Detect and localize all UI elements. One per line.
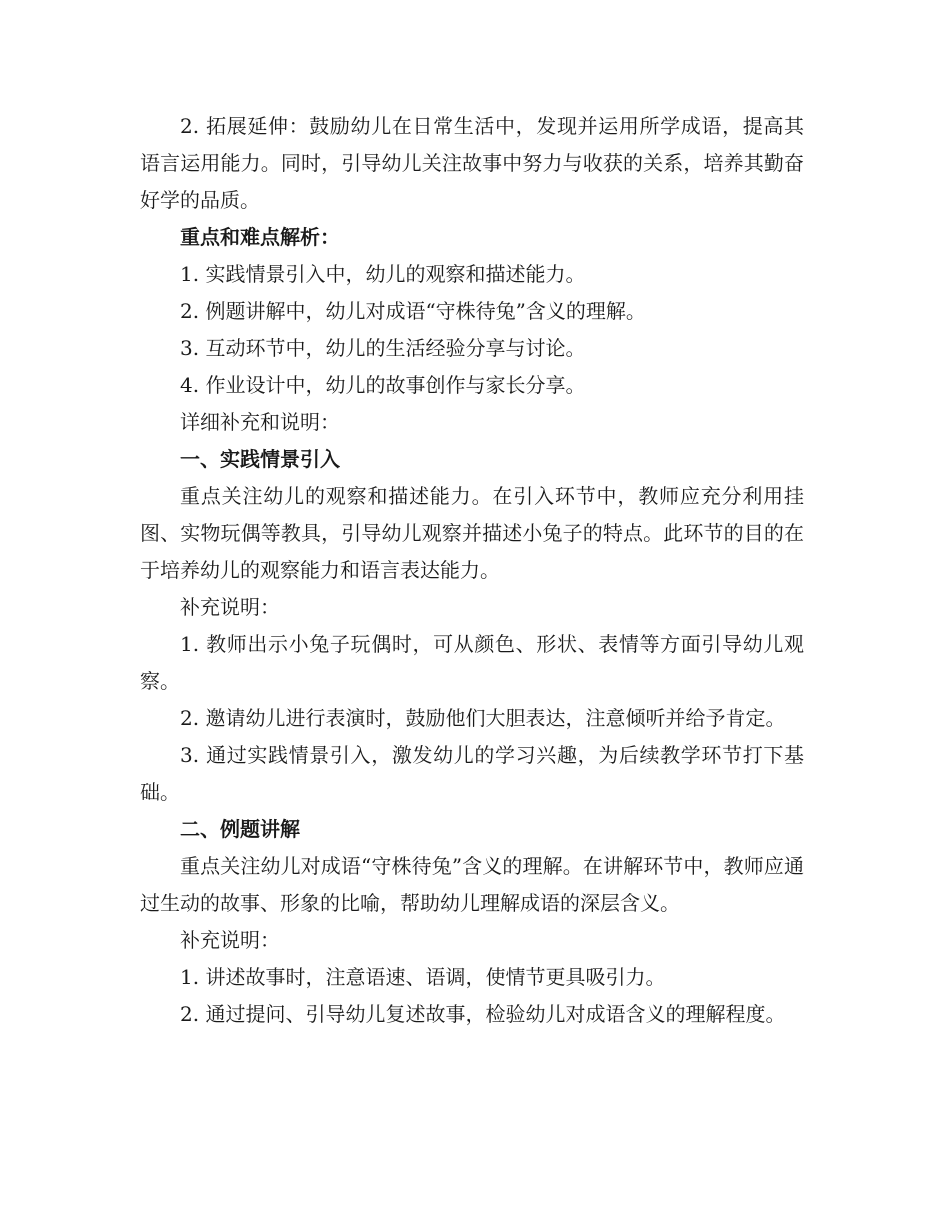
- key-point-3: 3. 互动环节中，幼儿的生活经验分享与讨论。: [180, 336, 586, 360]
- section-2-item-2: 2. 通过提问、引导幼儿复述故事，检验幼儿对成语含义的理解程度。: [180, 1002, 786, 1026]
- paragraph-extension: 2. 拓展延伸：鼓励幼儿在日常生活中，发现并运用所学成语，提高其语言运用能力。同时，引导幼儿关注故事中努力与收获的关系，培养其勤奋好学的品质。: [140, 114, 804, 212]
- paragraph-details-label: 详细补充和说明：: [180, 410, 340, 434]
- paragraph-supplement-label-1: 补充说明：: [180, 595, 280, 619]
- paragraph-supplement-label-2: 补充说明：: [180, 928, 280, 952]
- section-1-item-2: 2. 邀请幼儿进行表演时，鼓励他们大胆表达，注意倾听并给予肯定。: [180, 706, 786, 730]
- paragraph-section-2-body: 重点关注幼儿对成语“守株待兔”含义的理解。在讲解环节中，教师应通过生动的故事、形象的比喻，帮助幼儿理解成语的深层含义。: [140, 854, 804, 915]
- heading-key-points: 重点和难点解析：: [180, 225, 340, 249]
- section-2-item-1: 1. 讲述故事时，注意语速、语调，使情节更具吸引力。: [180, 965, 666, 989]
- key-point-4: 4. 作业设计中，幼儿的故事创作与家长分享。: [180, 373, 586, 397]
- paragraph-section-1-body: 重点关注幼儿的观察和描述能力。在引入环节中，教师应充分利用挂图、实物玩偶等教具，引导幼儿观察并描述小兔子的特点。此环节的目的在于培养幼儿的观察能力和语言表达能力。: [140, 484, 804, 582]
- section-1-item-1: 1. 教师出示小兔子玩偶时，可从颜色、形状、表情等方面引导幼儿观察。: [140, 632, 804, 693]
- section-1-item-3: 3. 通过实践情景引入，激发幼儿的学习兴趣，为后续教学环节打下基础。: [140, 743, 804, 804]
- key-point-1: 1. 实践情景引入中，幼儿的观察和描述能力。: [180, 262, 586, 286]
- heading-section-2: 二、例题讲解: [180, 817, 300, 841]
- key-point-2: 2. 例题讲解中，幼儿对成语“守株待兔”含义的理解。: [180, 299, 646, 323]
- heading-section-1: 一、实践情景引入: [180, 447, 340, 471]
